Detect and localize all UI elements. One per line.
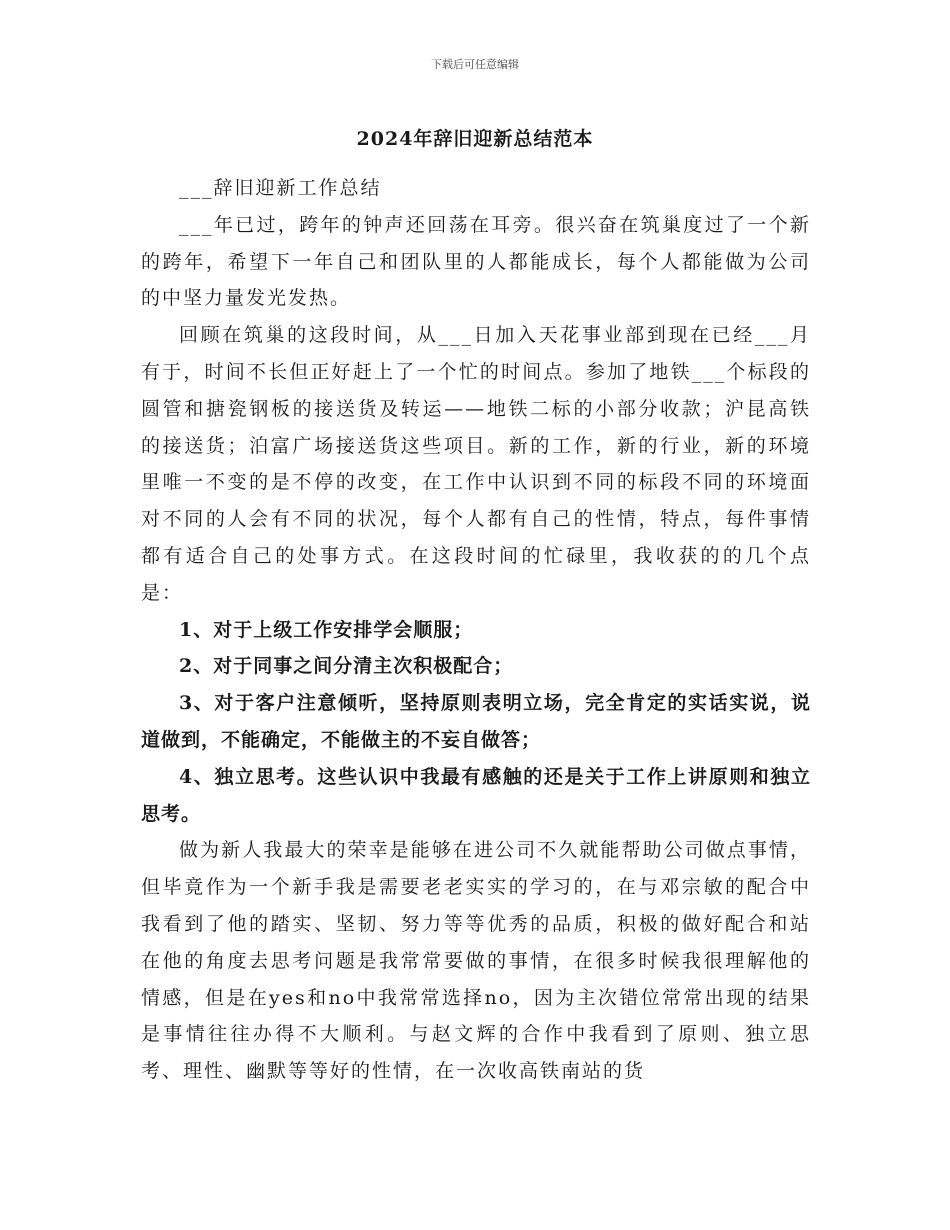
point-2: 2、对于同事之间分清主次积极配合； (179, 655, 514, 678)
document-title: 2024年辞旧迎新总结范本 (356, 128, 594, 150)
page-header: 下载后可任意编辑 (431, 58, 519, 71)
paragraph-review: 回顾在筑巢的这段时间，从___日加入天花事业部到现在已经___月有于，时间不长但正好赶上了一个忙的时间点。参加了地铁___个标段的圆管和搪瓷钢板的接送货及转运——地铁二标的小部分收款；沪昆高铁的接送货；泊富广场接送货这些项目。新的工作，新的行业，新的环境里唯一不变的是不停的改变，在工作中认识到不同的标段不同的环境面对不同的人会有不同的状况，每个人都有自己的性情，特点，每件事情都有适合自己的处事方式。在这段时间的忙碌里，我收获的的几个点是： (141, 324, 811, 604)
point-4: 4、独立思考。这些认识中我最有感触的还是关于工作上讲原则和独立思考。 (141, 765, 811, 825)
paragraph-subtitle: ___辞旧迎新工作总结 (179, 177, 382, 199)
point-3: 3、对于客户注意倾听，坚持原则表明立场，完全肯定的实话实说，说道做到，不能确定，不能做主的不妄自做答； (141, 692, 811, 751)
point-1: 1、对于上级工作安排学会顺服； (179, 618, 474, 641)
document-body (141, 170, 811, 1090)
paragraph-intro: ___年已过，跨年的钟声还回荡在耳旁。很兴奋在筑巢度过了一个新的跨年，希望下一年自己和团队里的人都能成长，每个人都能做为公司的中坚力量发光发热。 (141, 213, 811, 310)
paragraph-newcomer: 做为新人我最大的荣幸是能够在进公司不久就能帮助公司做点事情，但毕竟作为一个新手我是需要老老实实的学习的，在与邓宗敏的配合中我看到了他的踏实、坚韧、努力等等优秀的品质，积极的做好配合和站在他的角度去思考问题是我常常要做的事情，在很多时候我很理解他的情感，但是在yes和no中我常常选择no，因为主次错位常常出现的结果是事情往往办得不大顺利。与赵文辉的合作中我看到了原则、独立思考、理性、幽默等等好的性情，在一次收高铁南站的货 (141, 839, 811, 1083)
